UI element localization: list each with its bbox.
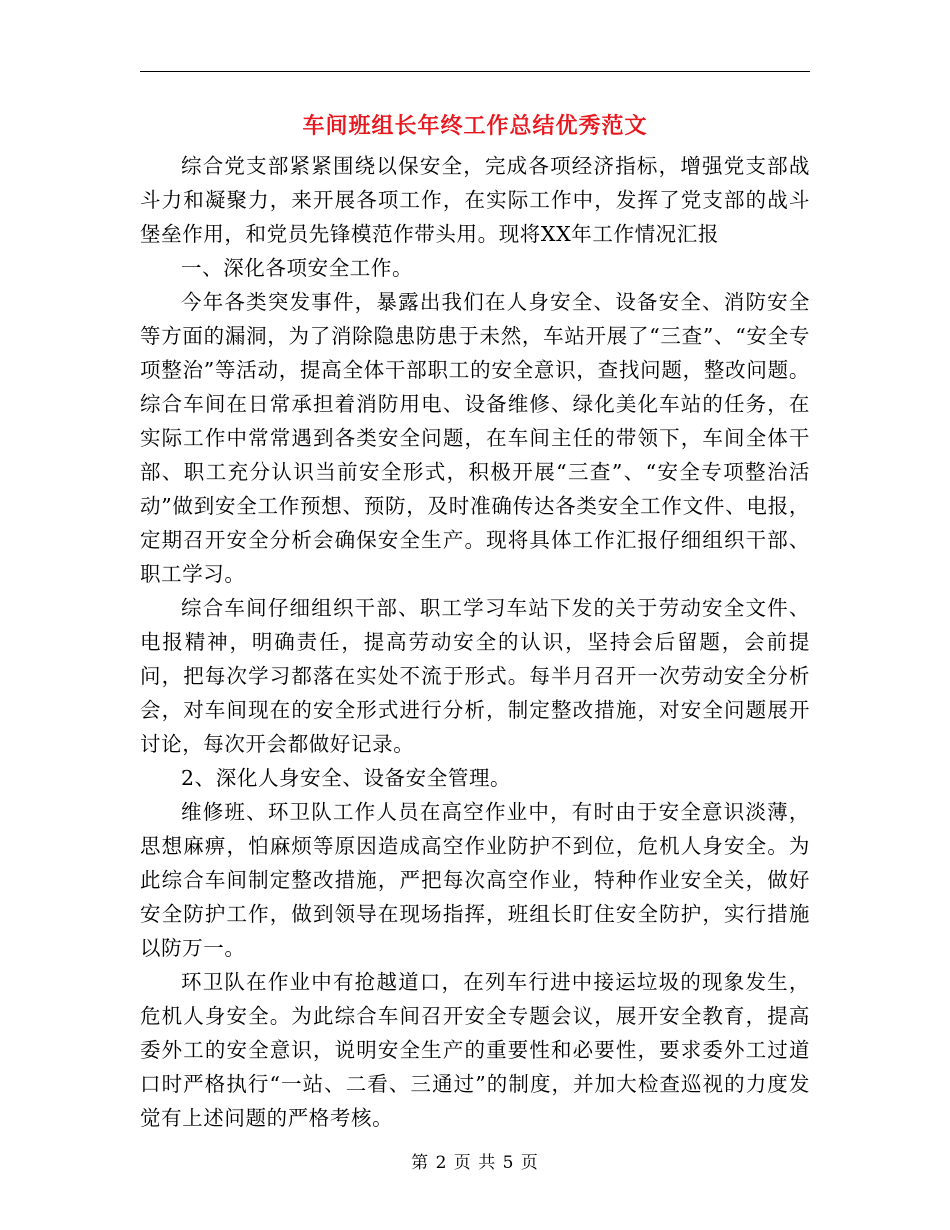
paragraph-safety-events: 今年各类突发事件，暴露出我们在人身安全、设备安全、消防安全等方面的漏洞，为了消除隐患防患于未然，车站开展了“三查”、“安全专项整治”等活动，提高全体干部职工的安全意识，查找问题，整改问题。综合车间在日常承担着消防用电、设备维修、绿化美化车站的任务，在实际工作中常常遇到各类安全问题，在车间主任的带领下，车间全体干部、职工充分认识当前安全形式，积极开展“三查”、“安全专项整治活动”做到安全工作预想、预防，及时准确传达各类安全工作文件、电报，定期召开安全分析会确保安全生产。现将具体工作汇报仔细组织干部、职工学习。 — [140, 290, 810, 586]
paragraph-intro: 综合党支部紧紧围绕以保安全，完成各项经济指标，增强党支部战斗力和凝聚力，来开展各项工作，在实际工作中，发挥了党支部的战斗堡垒作用，和党员先锋模范作带头用。现将XX年工作情况汇报 — [140, 154, 810, 246]
page-number: 第 2 页 共 5 页 — [411, 1153, 539, 1173]
document-title: 车间班组长年终工作总结优秀范文 — [302, 113, 648, 139]
header-rule — [140, 71, 810, 72]
section-heading-1: 一、深化各项安全工作。 — [181, 256, 414, 280]
paragraph-crossing: 环卫队在作业中有抢越道口，在列车行进中接运垃圾的现象发生，危机人身安全。为此综合车间召开安全专题会议，展开安全教育，提高委外工的安全意识，说明安全生产的重要性和必要性，要求委外工过道口时严格执行“一站、二看、三通过”的制度，并加大检查巡视的力度发觉有上述问题的严格考核。 — [140, 970, 810, 1130]
paragraph-study: 综合车间仔细组织干部、职工学习车站下发的关于劳动安全文件、电报精神，明确责任，提高劳动安全的认识，坚持会后留题，会前提问，把每次学习都落在实处不流于形式。每半月召开一次劳动安全分析会，对车间现在的安全形式进行分析，制定整改措施，对安全问题展开讨论，每次开会都做好记录。 — [140, 596, 810, 756]
section-heading-2: 2、深化人身安全、设备安全管理。 — [181, 766, 512, 790]
paragraph-high-altitude: 维修班、环卫队工作人员在高空作业中，有时由于安全意识淡薄，思想麻痹，怕麻烦等原因造成高空作业防护不到位，危机人身安全。为此综合车间制定整改措施，严把每次高空作业，特种作业安全关，做好安全防护工作，做到领导在现场指挥，班组长盯住安全防护，实行措施以防万一。 — [140, 800, 810, 960]
document-body — [140, 149, 810, 1135]
